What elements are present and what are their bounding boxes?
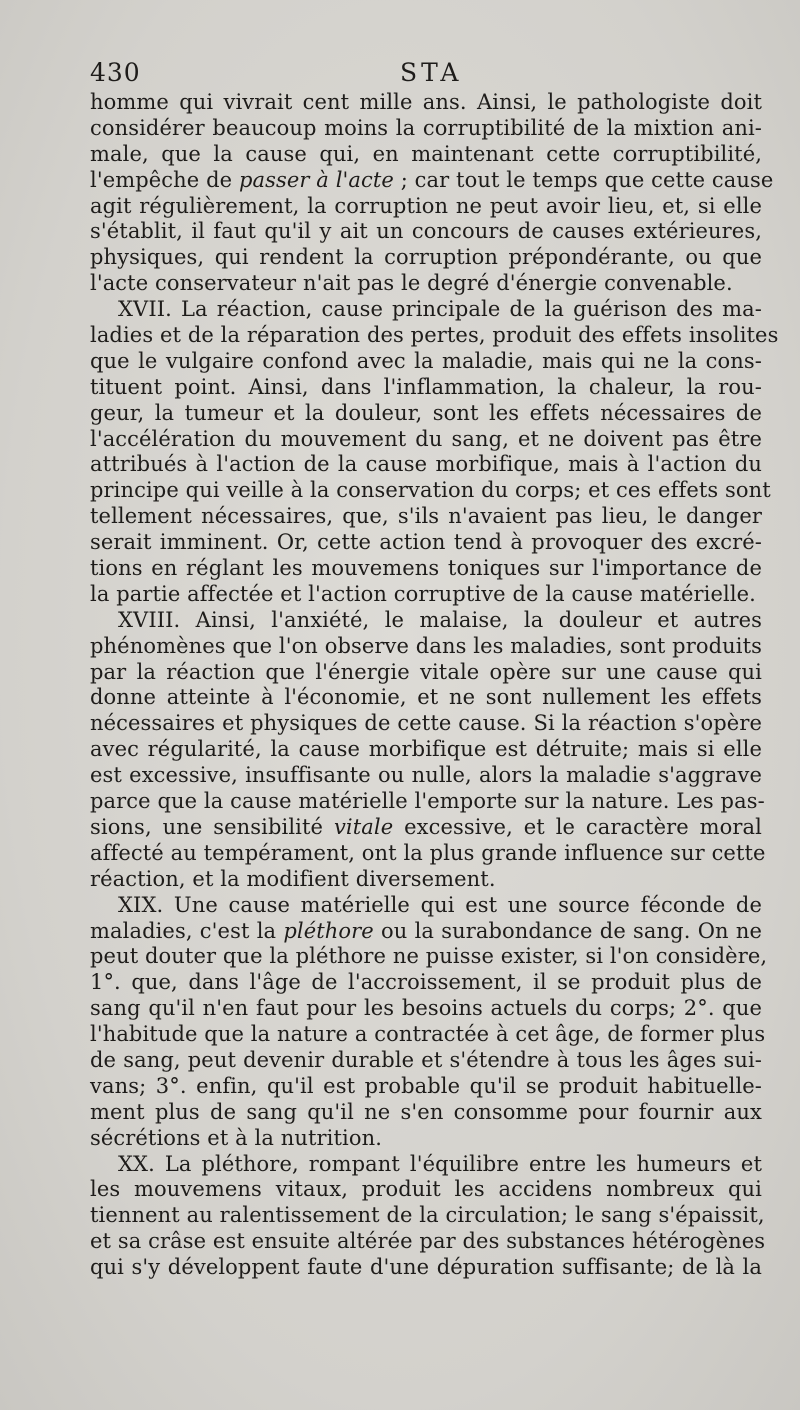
text-line: male, que la cause qui, en maintenant cette corruptibilité, [90,141,762,166]
text-line: réaction, et la modifient diversement. [90,866,496,891]
text-line: ladies et de la réparation des pertes, produit des effets insolites [90,323,779,348]
running-head: STA [400,58,463,87]
text-line: l'habitude que la nature a contractée à cet âge, de former plus [90,1022,766,1047]
text-line: les mouvemens vitaux, produit les accidens nombreux qui [90,1177,762,1202]
text-line: XX. La pléthore, rompant l'équilibre entre les humeurs et [118,1151,762,1176]
text-line: tellement nécessaires, que, s'ils n'avaient pas lieu, le danger [90,504,762,529]
text-line: et sa crâse est ensuite altérée par des substances hétérogènes [90,1229,766,1254]
page-header [90,58,760,92]
text-line: tions en réglant les mouvemens toniques sur l'importance de [90,556,762,581]
text-line: ment plus de sang qu'il ne s'en consomme pour fournir aux [90,1099,762,1124]
text-line: l'accélération du mouvement du sang, et ne doivent pas être [90,426,762,451]
text-line: l'empêche de passer à l'acte ; car tout le temps que cette cause [90,167,774,192]
text-line: sécrétions et à la nutrition. [90,1125,382,1150]
text-line: homme qui vivrait cent mille ans. Ainsi, le pathologiste doit [90,90,762,114]
text-line: que le vulgaire confond avec la maladie, mais qui ne la cons- [90,348,762,373]
body-text [90,90,779,1281]
text-line: peut douter que la pléthore ne puisse exister, si l'on considère, [90,944,768,969]
text-line: principe qui veille à la conservation du corps; et ces effets sont [90,478,771,503]
text-line: nécessaires et physiques de cette cause. Si la réaction s'opère [90,711,762,736]
text-line: la partie affectée et l'action corruptive de la cause matérielle. [90,581,756,606]
text-line: geur, la tumeur et la douleur, sont les effets nécessaires de [90,400,762,425]
text-line: par la réaction que l'énergie vitale opère sur une cause qui [90,659,762,684]
text-line: avec régularité, la cause morbifique est détruite; mais si elle [90,737,762,762]
text-line: vans; 3°. enfin, qu'il est probable qu'il se produit habituelle- [90,1073,762,1098]
text-line: affecté au tempérament, ont la plus grande influence sur cette [90,840,766,865]
text-line: XVII. La réaction, cause principale de la guérison des ma- [118,297,762,322]
text-line: qui s'y développent faute d'une dépuration suffisante; de là la [90,1255,762,1280]
text-line: physiques, qui rendent la corruption prépondérante, ou que [90,245,762,270]
text-line: s'établit, il faut qu'il y ait un concours de causes extérieures, [90,219,762,244]
text-line: l'acte conservateur n'ait pas le degré d'énergie convenable. [90,271,733,296]
text-line: XIX. Une cause matérielle qui est une source féconde de [118,892,762,917]
text-line: agit régulièrement, la corruption ne peut avoir lieu, et, si elle [90,193,762,218]
page-number: 430 [90,58,141,87]
text-line: donne atteinte à l'économie, et ne sont nullement les effets [90,685,762,710]
text-line: sang qu'il n'en faut pour les besoins actuels du corps; 2°. que [90,996,762,1021]
text-line: phénomènes que l'on observe dans les maladies, sont produits [90,633,763,658]
text-line: maladies, c'est la pléthore ou la surabondance de sang. On ne [90,918,762,943]
text-line: 1°. que, dans l'âge de l'accroissement, il se produit plus de [90,970,762,995]
text-line: attribués à l'action de la cause morbifique, mais à l'action du [90,452,762,477]
text-line: de sang, peut devenir durable et s'étendre à tous les âges sui- [90,1047,762,1072]
text-line: XVIII. Ainsi, l'anxiété, le malaise, la douleur et autres [118,607,762,632]
text-line: sions, une sensibilité vitale excessive, et le caractère moral [90,814,762,839]
text-line: est excessive, insuffisante ou nulle, alors la maladie s'aggrave [90,763,762,788]
text-line: parce que la cause matérielle l'emporte sur la nature. Les pas- [90,789,765,814]
text-line: considérer beaucoup moins la corruptibilité de la mixtion ani- [90,115,762,140]
text-line: tituent point. Ainsi, dans l'inflammation, la chaleur, la rou- [90,374,762,399]
text-line: tiennent au ralentissement de la circulation; le sang s'épaissit, [90,1203,765,1228]
text-line: serait imminent. Or, cette action tend à provoquer des excré- [90,530,762,555]
